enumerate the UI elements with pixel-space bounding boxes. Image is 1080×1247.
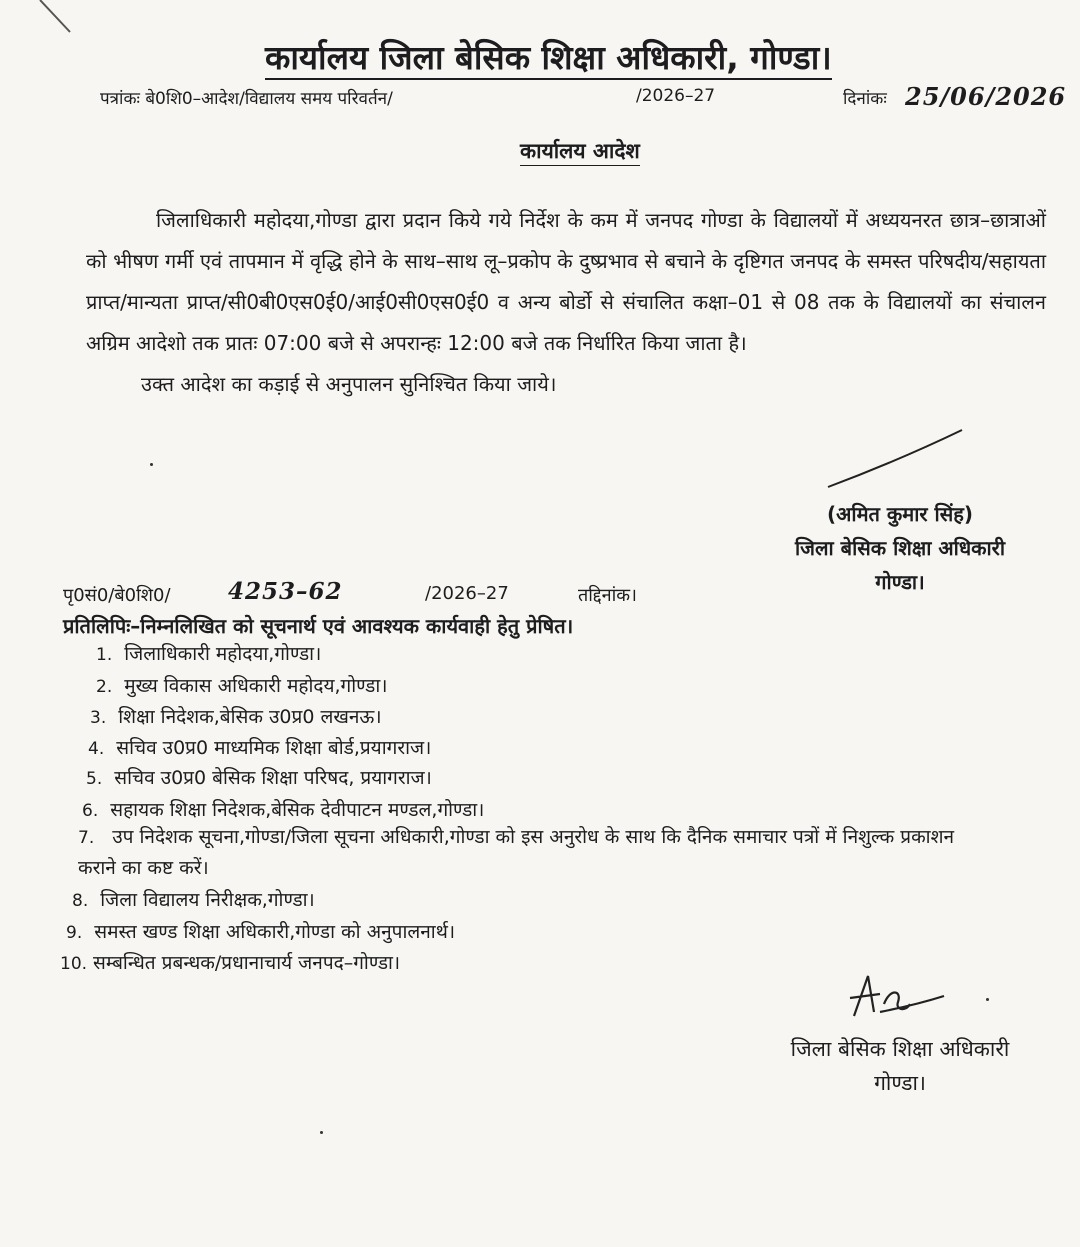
order-body (86, 200, 1046, 405)
list-number: 9. (66, 923, 83, 943)
signatory-name: (अमित कुमार सिंह) (826, 502, 974, 526)
list-text: मुख्य विकास अधिकारी महोदय,गोण्डा। (124, 675, 388, 697)
signatory-place: गोण्डा। (875, 570, 925, 594)
list-text: सचिव उ0प्र0 माध्यमिक शिक्षा बोर्ड,प्रयागराज। (116, 737, 432, 759)
ink-dot (320, 1131, 323, 1134)
list-item (72, 886, 315, 912)
list-text: सहायक शिक्षा निदेशक,बेसिक देवीपाटन मण्डल,गोण्डा। (110, 799, 485, 821)
order-heading: कार्यालय आदेश (520, 137, 640, 166)
list-number: 6. (82, 801, 99, 821)
signature-stroke (820, 425, 970, 495)
list-item (78, 822, 958, 883)
list-number: 7. (78, 828, 95, 848)
final-designation: जिला बेसिक शिक्षा अधिकारी (790, 1037, 1010, 1061)
final-signatory-block (755, 1032, 1045, 1100)
ink-dot (986, 998, 989, 1001)
list-text: सम्बन्धित प्रबन्धक/प्रधानाचार्य जनपद–गोण्डा। (93, 952, 401, 974)
list-item (88, 734, 431, 760)
signatory-block (760, 497, 1040, 599)
list-text: शिक्षा निदेशक,बेसिक उ0प्र0 लखनऊ। (118, 706, 382, 728)
list-number: 5. (86, 769, 103, 789)
list-number: 8. (72, 891, 89, 911)
handwritten-ref-number: 4253–62 (228, 578, 343, 605)
list-number: 1. (96, 645, 113, 665)
list-item (86, 764, 432, 790)
list-item (66, 918, 455, 944)
copy-date: तद्दिनांक। (578, 585, 637, 606)
list-item (96, 672, 387, 698)
copy-ref-label: पृ0सं0/बे0शि0/ (63, 585, 171, 606)
paper-fold-mark (0, 0, 80, 40)
final-place: गोण्डा। (874, 1071, 926, 1095)
list-item (90, 703, 382, 729)
list-text: उप निदेशक सूचना,गोण्डा/जिला सूचना अधिकारी,गोण्डा को इस अनुरोध के साथ कि दैनिक समाचार पत्रों में निशुल्क प्रकाशन कराने का कष्ट करें। (78, 826, 955, 879)
order-paragraph-1: जिलाधिकारी महोदया,गोण्डा द्वारा प्रदान किये गये निर्देश के कम में जनपद गोण्डा के विद्यालयों में अध्ययनरत छात्र–छात्राओं को भीषण गर्मी एवं तापमान में वृद्धि होने के साथ–साथ लू–प्रकोप के दुष्प्रभाव से बचाने के दृष्टिगत जनपद के समस्त परिषदीय/सहायता प्राप्त/मान्यता प्राप्त/सी0बी0एस0ई0/आई0सी0एस0ई0 व अन्य बोर्डो से संचालित कक्षा–01 से 08 तक के विद्यालयों का संचालन अग्रिम आदेशो तक प्रातः 07:00 बजे से अपरान्हः 12:00 बजे तक निर्धारित किया जाता है। (86, 208, 1046, 355)
letter-number: पत्रांकः बे0शि0–आदेश/विद्यालय समय परिवर्तन/ (100, 89, 393, 109)
handwritten-date: 25/06/2026 (905, 82, 1067, 111)
list-number: 10. (60, 954, 88, 974)
list-item (60, 949, 400, 975)
handwritten-signature (840, 968, 950, 1028)
date-label: दिनांकः (843, 89, 887, 109)
list-number: 3. (90, 708, 107, 728)
signatory-designation: जिला बेसिक शिक्षा अधिकारी (794, 536, 1006, 560)
list-text: जिला विद्यालय निरीक्षक,गोण्डा। (100, 889, 315, 911)
list-number: 4. (88, 739, 105, 759)
list-text: जिलाधिकारी महोदया,गोण्डा। (124, 643, 322, 665)
ink-dot (150, 463, 153, 466)
letter-session: /2026–27 (636, 86, 716, 106)
list-text: समस्त खण्ड शिक्षा अधिकारी,गोण्डा को अनुपालनार्थ। (94, 921, 456, 943)
office-title: कार्यालय जिला बेसिक शिक्षा अधिकारी, गोण्डा। (265, 38, 832, 80)
copy-heading: प्रतिलिपिः–निम्नलिखित को सूचनार्थ एवं आवश्यक कार्यवाही हेतु प्रेषित। (63, 614, 574, 638)
list-number: 2. (96, 677, 113, 697)
order-paragraph-2: उक्त आदेश का कड़ाई से अनुपालन सुनिश्चित किया जाये। (141, 372, 557, 396)
list-item (96, 640, 321, 666)
list-item (82, 796, 484, 822)
copy-session: /2026–27 (425, 583, 509, 604)
list-text: सचिव उ0प्र0 बेसिक शिक्षा परिषद, प्रयागराज। (114, 767, 432, 789)
